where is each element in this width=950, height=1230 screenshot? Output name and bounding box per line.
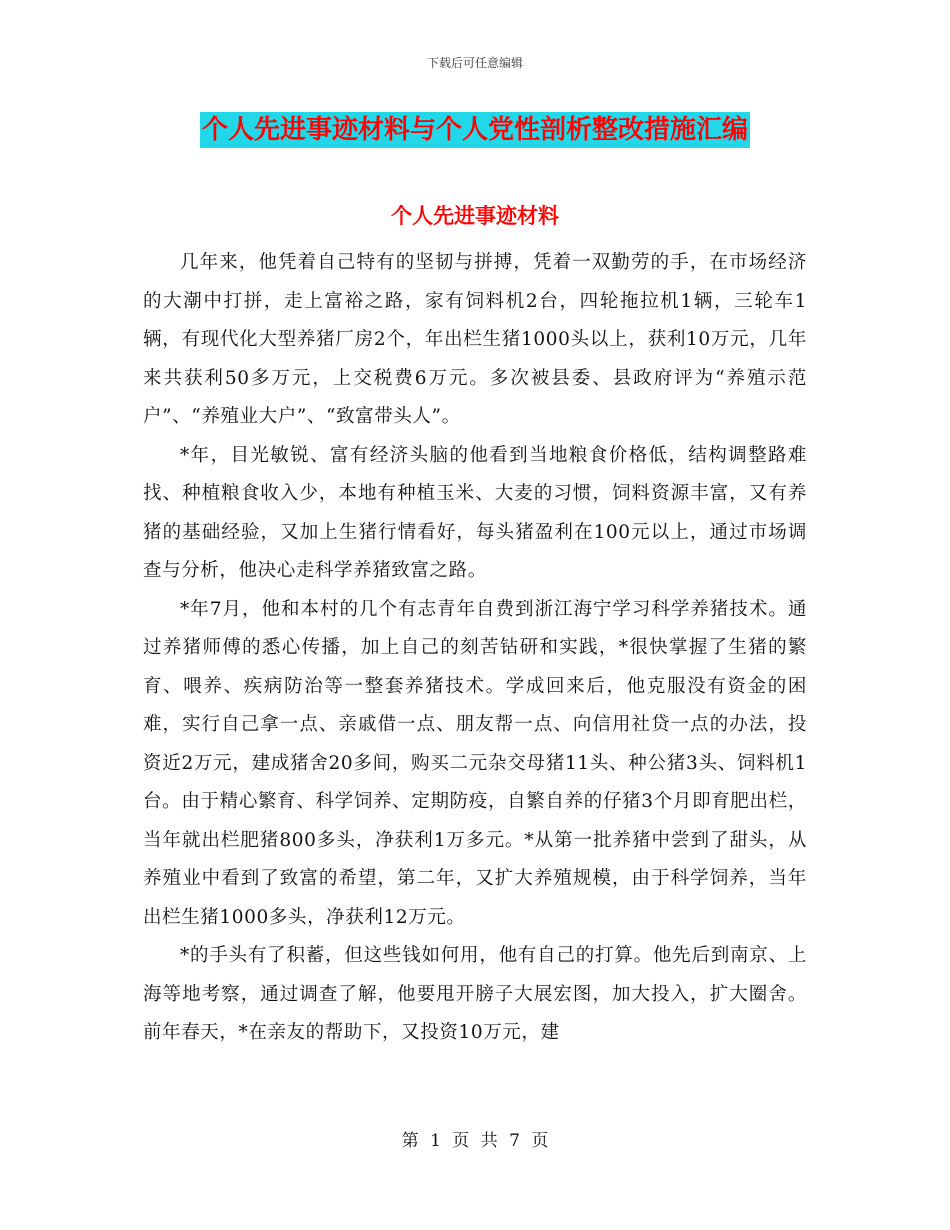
body-paragraph: 几年来，他凭着自己特有的坚韧与拼搏，凭着一双勤劳的手，在市场经济的大潮中打拼，走上富裕之路，家有饲料机2台，四轮拖拉机1辆，三轮车1辆，有现代化大型养猪厂房2个，年出栏生猪1000头以上，获利10万元，几年来共获利50多万元，上交税费6万元。多次被县委、县政府评为“养殖示范户”、“养殖业大户”、“致富带头人”。 [143, 252, 807, 427]
document-body [143, 244, 807, 1053]
page-footer-pagination: 第 1 页 共 7 页 [401, 1131, 549, 1151]
document-title: 个人先进事迹材料与个人党性剖析整改措施汇编 [200, 112, 750, 148]
section-title: 个人先进事迹材料 [391, 203, 559, 228]
body-paragraph: *的手头有了积蓄，但这些钱如何用，他有自己的打算。他先后到南京、上海等地考察，通过调查了解，他要甩开膀子大展宏图，加大投入，扩大圈舍。前年春天，*在亲友的帮助下，又投资10万元，建 [143, 945, 807, 1043]
document-title-container [0, 112, 950, 148]
page-header-note: 下载后可任意编辑 [426, 56, 523, 70]
body-paragraph: *年7月，他和本村的几个有志青年自费到浙江海宁学习科学养猪技术。通过养猪师傅的悉心传播，加上自己的刻苦钻研和实践，*很快掌握了生猪的繁育、喂养、疾病防治等一整套养猪技术。学成回来后，他克服没有资金的困难，实行自己拿一点、亲戚借一点、朋友帮一点、向信用社贷一点的办法，投资近2万元，建成猪舍20多间，购买二元杂交母猪11头、种公猪3头、饲料机1台。由于精心繁育、科学饲养、定期防疫，自繁自养的仔猪3个月即育肥出栏，当年就出栏肥猪800多头，净获利1万多元。*从第一批养猪中尝到了甜头，从养殖业中看到了致富的希望，第二年，又扩大养殖规模，由于科学饲养，当年出栏生猪1000多头，净获利12万元。 [143, 598, 807, 928]
body-paragraph: *年，目光敏锐、富有经济头脑的他看到当地粮食价格低，结构调整路难找、种植粮食收入少，本地有种植玉米、大麦的习惯，饲料资源丰富，又有养猪的基础经验，又加上生猪行情看好，每头猪盈利在100元以上，通过市场调查与分析，他决心走科学养猪致富之路。 [143, 444, 807, 581]
